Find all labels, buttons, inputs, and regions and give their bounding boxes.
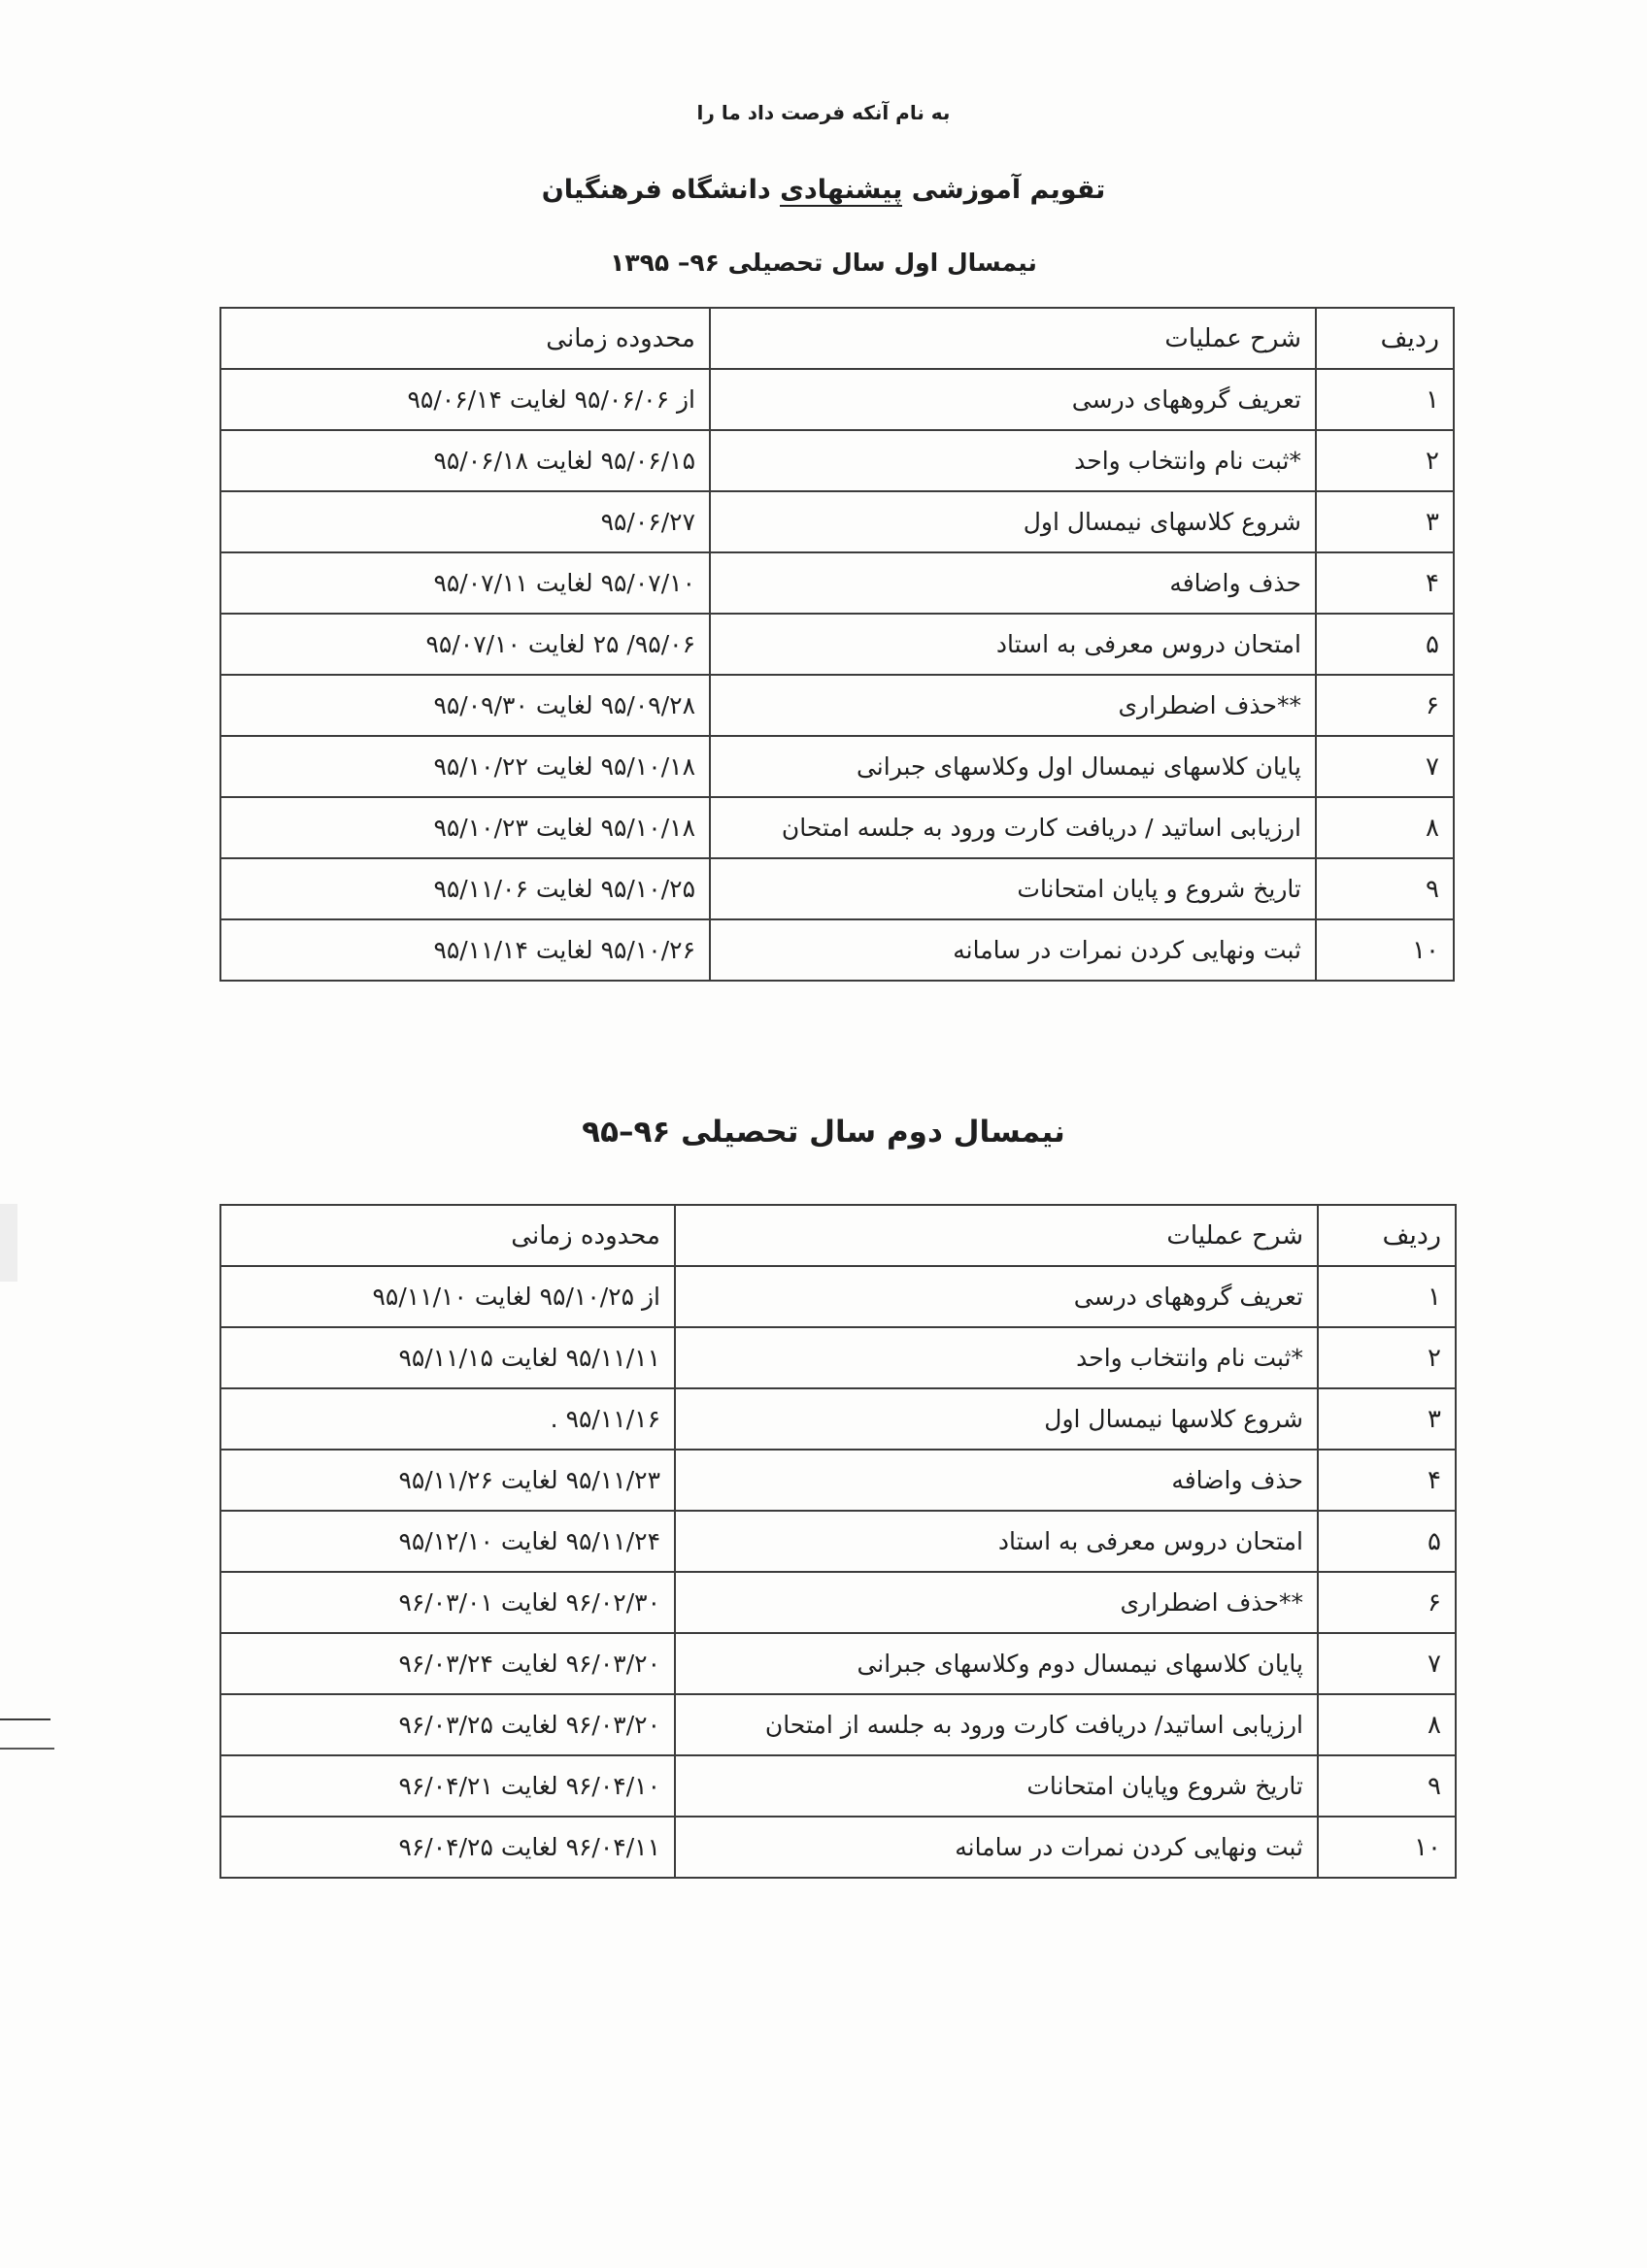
table-row [220,1694,1456,1755]
row-number-cell: ۴ [1316,552,1454,614]
table-row [220,552,1454,614]
row-number-cell: ۹ [1316,858,1454,919]
column-header-desc: شرح عملیات [675,1205,1318,1266]
table-row [220,858,1454,919]
table-row [220,1572,1456,1633]
semester1-table [219,307,1455,982]
table-row [220,736,1454,797]
table-row [220,1817,1456,1878]
row-date-range-cell: ۹۵/۱۱/۱۶ . [220,1388,675,1450]
row-number-cell: ۶ [1318,1572,1456,1633]
row-number-cell: ۱ [1318,1266,1456,1327]
basmala-line: به نام آنکه فرصت داد ما را [696,101,951,124]
table-row [220,1388,1456,1450]
table-header-row [220,308,1454,369]
row-number-cell: ۶ [1316,675,1454,736]
table-header-row [220,1205,1456,1266]
row-description-cell: پایان کلاسهای نیمسال اول وکلاسهای جبرانی [710,736,1316,797]
row-description-cell: حذف واضافه [675,1450,1318,1511]
column-header-date: محدوده زمانی [220,308,710,369]
title-underlined-word: پیشنهادی [780,175,903,205]
row-description-cell: تاریخ شروع و پایان امتحانات [710,858,1316,919]
row-number-cell: ۲ [1316,430,1454,491]
row-description-cell: تعریف گروههای درسی [710,369,1316,430]
table-row [220,1450,1456,1511]
semester2-title: نیمسال دوم سال تحصیلی ۹۶–۹۵ [582,1115,1065,1150]
table-row [220,430,1454,491]
row-description-cell: شروع کلاسها نیمسال اول [675,1388,1318,1450]
row-description-cell: **حذف اضطراری [710,675,1316,736]
row-number-cell: ۷ [1318,1633,1456,1694]
row-date-range-cell: ۹۵/۱۰/۲۶ لغایت ۹۵/۱۱/۱۴ [220,919,710,981]
scan-artifact [0,1204,17,1282]
row-date-range-cell: ۹۵/۰۷/۱۰ لغایت ۹۵/۰۷/۱۱ [220,552,710,614]
row-number-cell: ۴ [1318,1450,1456,1511]
column-header-date: محدوده زمانی [220,1205,675,1266]
row-description-cell: تعریف گروههای درسی [675,1266,1318,1327]
semester2-rows [220,1266,1456,1878]
table-row [220,1755,1456,1817]
semester1-rows [220,369,1454,981]
row-description-cell: ثبت ونهایی کردن نمرات در سامانه [710,919,1316,981]
row-date-range-cell: ۹۵/۱۰/۱۸ لغایت ۹۵/۱۰/۲۳ [220,797,710,858]
row-date-range-cell: از ۹۵/۰۶/۰۶ لغایت ۹۵/۰۶/۱۴ [220,369,710,430]
row-number-cell: ۱۰ [1316,919,1454,981]
row-description-cell: شروع کلاسهای نیمسال اول [710,491,1316,552]
row-date-range-cell: ۹۵/۰۶/ ۲۵ لغایت ۹۵/۰۷/۱۰ [220,614,710,675]
title-part: تقویم آموزشی [902,175,1106,205]
table-row [220,797,1454,858]
document-title [0,175,1647,205]
row-date-range-cell: ۹۵/۱۱/۲۳ لغایت ۹۵/۱۱/۲۶ [220,1450,675,1511]
row-date-range-cell: ۹۵/۰۶/۲۷ [220,491,710,552]
row-number-cell: ۷ [1316,736,1454,797]
row-date-range-cell: ۹۶/۰۳/۲۰ لغایت ۹۶/۰۳/۲۵ [220,1694,675,1755]
row-date-range-cell: از ۹۵/۱۰/۲۵ لغایت ۹۵/۱۱/۱۰ [220,1266,675,1327]
title-part: دانشگاه فرهنگیان [541,175,781,205]
table-row [220,1327,1456,1388]
column-header-num: ردیف [1316,308,1454,369]
scan-artifact [0,1748,54,1750]
table-row [220,1266,1456,1327]
row-description-cell: *ثبت نام وانتخاب واحد [710,430,1316,491]
row-date-range-cell: ۹۵/۱۰/۱۸ لغایت ۹۵/۱۰/۲۲ [220,736,710,797]
table-row [220,1633,1456,1694]
row-description-cell: *ثبت نام وانتخاب واحد [675,1327,1318,1388]
row-number-cell: ۱ [1316,369,1454,430]
row-date-range-cell: ۹۶/۰۴/۱۰ لغایت ۹۶/۰۴/۲۱ [220,1755,675,1817]
row-date-range-cell: ۹۵/۰۶/۱۵ لغایت ۹۵/۰۶/۱۸ [220,430,710,491]
row-number-cell: ۱۰ [1318,1817,1456,1878]
semester2-table [219,1204,1457,1879]
row-date-range-cell: ۹۵/۱۰/۲۵ لغایت ۹۵/۱۱/۰۶ [220,858,710,919]
row-date-range-cell: ۹۵/۱۱/۲۴ لغایت ۹۵/۱۲/۱۰ [220,1511,675,1572]
column-header-num: ردیف [1318,1205,1456,1266]
row-description-cell: ارزیابی اساتید/ دریافت کارت ورود به جلسه از امتحان [675,1694,1318,1755]
row-number-cell: ۹ [1318,1755,1456,1817]
row-description-cell: ارزیابی اساتید / دریافت کارت ورود به جلسه امتحان [710,797,1316,858]
row-number-cell: ۳ [1316,491,1454,552]
table-row [220,919,1454,981]
row-date-range-cell: ۹۶/۰۴/۱۱ لغایت ۹۶/۰۴/۲۵ [220,1817,675,1878]
row-date-range-cell: ۹۵/۱۱/۱۱ لغایت ۹۵/۱۱/۱۵ [220,1327,675,1388]
column-header-desc: شرح عملیات [710,308,1316,369]
table-row [220,369,1454,430]
row-number-cell: ۸ [1318,1694,1456,1755]
table-row [220,675,1454,736]
row-description-cell: تاریخ شروع وپایان امتحانات [675,1755,1318,1817]
row-number-cell: ۳ [1318,1388,1456,1450]
row-date-range-cell: ۹۵/۰۹/۲۸ لغایت ۹۵/۰۹/۳۰ [220,675,710,736]
row-number-cell: ۵ [1316,614,1454,675]
row-date-range-cell: ۹۶/۰۲/۳۰ لغایت ۹۶/۰۳/۰۱ [220,1572,675,1633]
row-description-cell: امتحان دروس معرفی به استاد [710,614,1316,675]
row-description-cell: حذف واضافه [710,552,1316,614]
table-row [220,491,1454,552]
semester1-title: نیمسال اول سال تحصیلی ۹۶– ۱۳۹۵ [610,249,1037,277]
row-description-cell: **حذف اضطراری [675,1572,1318,1633]
row-description-cell: امتحان دروس معرفی به استاد [675,1511,1318,1572]
row-description-cell: ثبت ونهایی کردن نمرات در سامانه [675,1817,1318,1878]
table-row [220,614,1454,675]
row-number-cell: ۵ [1318,1511,1456,1572]
scan-artifact [0,1718,50,1720]
row-description-cell: پایان کلاسهای نیمسال دوم وکلاسهای جبرانی [675,1633,1318,1694]
row-date-range-cell: ۹۶/۰۳/۲۰ لغایت ۹۶/۰۳/۲۴ [220,1633,675,1694]
table-row [220,1511,1456,1572]
row-number-cell: ۸ [1316,797,1454,858]
row-number-cell: ۲ [1318,1327,1456,1388]
